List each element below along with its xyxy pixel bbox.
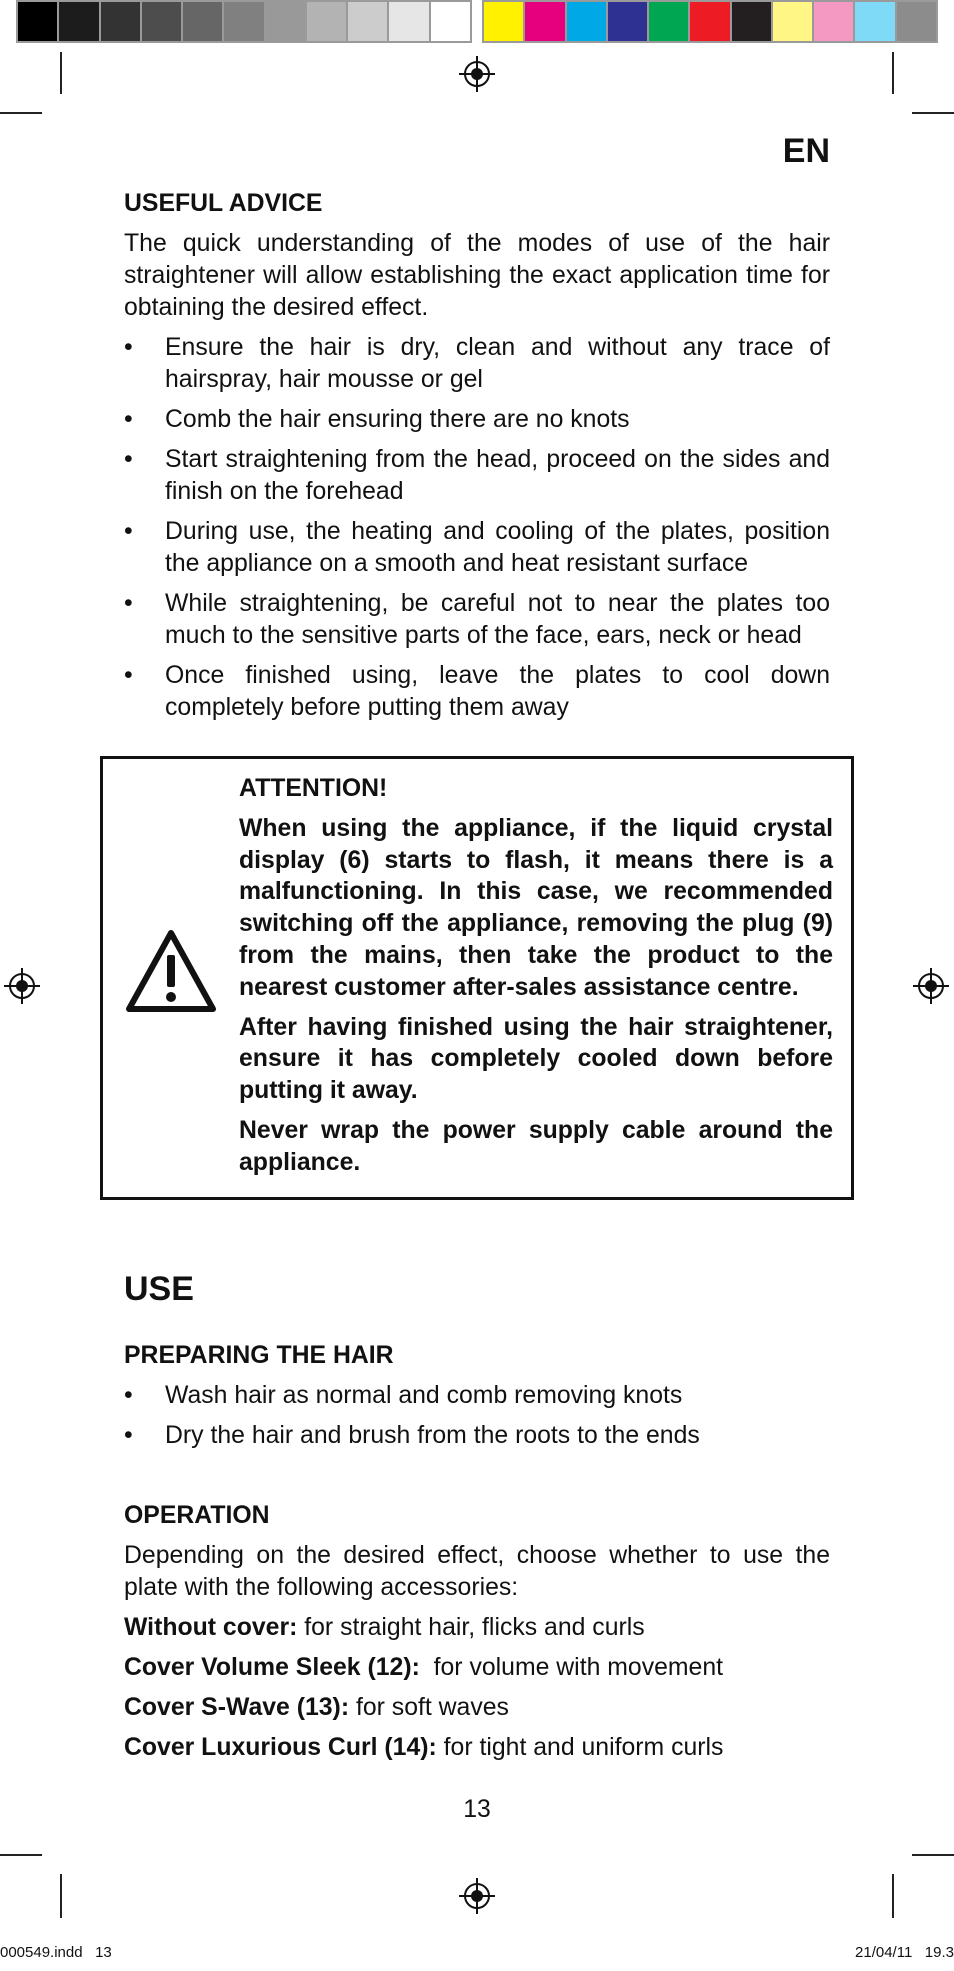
color-swatch <box>389 2 430 41</box>
color-swatch <box>266 2 307 41</box>
list-item: • Start straightening from the head, proceed on the sides and finish on the forehead <box>124 446 830 505</box>
color-swatch <box>525 2 566 41</box>
intro-paragraph: The quick understanding of the modes of use of the hair straightener will allow establishing the exact application time for obtaining the desired effect. <box>124 230 830 321</box>
attention-paragraph: After having finished using the hair straightener, ensure it has completely cooled down before putting it away. <box>239 1013 833 1105</box>
color-swatch <box>608 2 649 41</box>
list-item: • Once finished using, leave the plates to cool down completely before putting them away <box>124 662 830 721</box>
crop-mark <box>0 112 42 114</box>
page-number: 13 <box>463 1796 491 1823</box>
grayscale-color-bar <box>16 0 472 43</box>
color-swatch <box>348 2 389 41</box>
operation-section <box>124 1500 830 1764</box>
color-swatch <box>690 2 731 41</box>
color-swatch <box>814 2 855 41</box>
crop-mark <box>892 52 894 94</box>
crop-mark <box>892 1874 894 1918</box>
attention-box <box>100 756 854 1200</box>
language-code: EN <box>782 132 830 170</box>
registration-mark-icon <box>459 1878 495 1914</box>
color-swatch <box>567 2 608 41</box>
color-swatch <box>224 2 265 41</box>
registration-mark-icon <box>459 56 495 92</box>
color-swatch <box>183 2 224 41</box>
color-swatch <box>142 2 183 41</box>
list-item: • Comb the hair ensuring there are no knots <box>124 406 630 433</box>
crop-mark <box>912 1854 954 1856</box>
accessory-line: Cover S-Wave (13): for soft waves <box>124 1694 509 1721</box>
use-heading: USE <box>124 1270 194 1308</box>
date-slug: 21/04/11 19.3 <box>855 1944 954 1961</box>
list-item: • Dry the hair and brush from the roots to the ends <box>124 1422 700 1449</box>
color-swatch <box>484 2 525 41</box>
color-swatch <box>59 2 100 41</box>
attention-paragraph: When using the appliance, if the liquid crystal display (6) starts to flash, it means there is a malfunctioning. In this case, we recommended switching off the appliance, removing the plug (9) from the mains, then take the product to the nearest customer after-sales assistance centre. <box>239 814 833 1001</box>
crop-mark <box>60 1874 62 1918</box>
color-swatch <box>101 2 142 41</box>
color-swatch <box>18 2 59 41</box>
accessory-line: Cover Luxurious Curl (14): for tight and uniform curls <box>124 1734 724 1761</box>
crop-mark <box>0 1854 42 1856</box>
list-item: • Wash hair as normal and comb removing knots <box>124 1382 683 1409</box>
advice-list <box>124 332 830 724</box>
accessory-line: Cover Volume Sleek (12): for volume with movement <box>124 1654 724 1681</box>
registration-mark-icon <box>913 968 949 1004</box>
list-item: • Ensure the hair is dry, clean and without any trace of hairspray, hair mousse or gel <box>124 334 830 393</box>
useful-advice-section <box>124 188 830 724</box>
color-swatch <box>732 2 773 41</box>
attention-text <box>239 773 833 1187</box>
section-heading: OPERATION <box>124 1502 270 1529</box>
color-swatch <box>431 2 470 41</box>
color-swatch <box>773 2 814 41</box>
operation-intro: Depending on the desired effect, choose whether to use the plate with the following accessories: <box>124 1542 830 1601</box>
list-item: • While straightening, be careful not to near the plates too much to the sensitive parts of the face, ears, neck or head <box>124 590 830 649</box>
crop-mark <box>60 52 62 94</box>
registration-mark-icon <box>4 968 40 1004</box>
color-swatch <box>855 2 896 41</box>
process-color-bar <box>482 0 938 43</box>
attention-title: ATTENTION! <box>239 775 388 802</box>
preparing-list <box>124 1380 830 1452</box>
color-swatch <box>649 2 690 41</box>
section-heading: PREPARING THE HAIR <box>124 1342 394 1369</box>
preparing-section <box>124 1340 830 1452</box>
warning-triangle-icon <box>125 929 217 1013</box>
list-item: • During use, the heating and cooling of the plates, position the appliance on a smooth and heat resistant surface <box>124 518 830 577</box>
crop-mark <box>912 112 954 114</box>
color-swatch <box>307 2 348 41</box>
color-swatch <box>897 2 936 41</box>
attention-paragraph: Never wrap the power supply cable around the appliance. <box>239 1116 833 1176</box>
file-slug: 000549.indd 13 <box>0 1944 112 1961</box>
accessory-line: Without cover: for straight hair, flicks and curls <box>124 1614 645 1641</box>
section-heading: USEFUL ADVICE <box>124 190 323 217</box>
